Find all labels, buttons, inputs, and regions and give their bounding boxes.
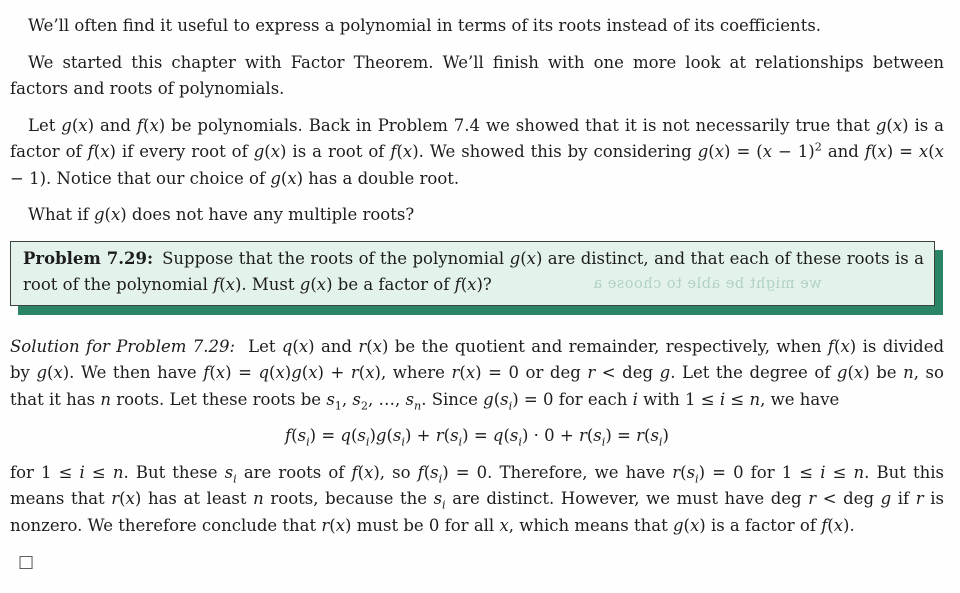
- problem-statement: [23, 246, 924, 299]
- intro-paragraph-3: Let g(x) and f(x) be polynomials. Back in Problem 7.4 we showed that it is not necessarily true that g(x) is a factor of f(x) if every root of g(x) is a root of f(x). We showed this by considering $g(x) = (x - 1)^2$ and f(x) = x(x − 1). Notice that our choice of g(x) has a double root.: [10, 115, 944, 188]
- solution-paragraph: [10, 334, 944, 414]
- problem-text: Suppose that the roots of the polynomial g(x) are distinct, and that each of these roots is a root of the polynomial f(x). Must g(x) be a factor of f(x)?: [23, 248, 925, 294]
- solution-label: Solution for Problem 7.29:: [10, 336, 236, 356]
- displayed-equation: $f(s_i) = q(s_i)g(s_i) + r(s_i) = q(s_i) \cdot 0 + r(s_i) = r(s_i)$: [285, 426, 669, 449]
- problem-box: [10, 241, 935, 306]
- problem-label: Problem 7.29:: [23, 248, 154, 268]
- intro-paragraph-1: We’ll often find it useful to express a polynomial in terms of its roots instead of its coefficients.: [28, 16, 822, 35]
- intro-paragraph-2: We started this chapter with Factor Theorem. We’ll finish with one more look at relationships between factors and roots of polynomials.: [10, 52, 944, 98]
- qed-square: □: [18, 552, 35, 572]
- intro-paragraph-4: What if g(x) does not have any multiple roots?: [28, 205, 415, 224]
- conclusion-paragraph: for 1 ≤ i ≤ n. But these $s_i$ are roots of f(x), so $f(s_i) = 0$. Therefore, we have $r(s_i) = 0$ for 1 ≤ i ≤ n. But this means that r(x) has at least n roots, because the $s_i$ are distinct. However, we must have deg r < deg g if r is nonzero. We therefore conclude that r(x) must be 0 for all x, which means that g(x) is a factor of f(x).: [10, 462, 945, 535]
- solution-text: Let q(x) and r(x) be the quotient and remainder, respectively, when f(x) is divided by g(x). We then have f(x) = q(x)g(x) + r(x), where r(x) = 0 or deg r < deg g. Let the degree of g(x) be n, so that it has n roots. Let these roots be $s_1$, $s_2$, …, $s_n$. Since $g(s_i) = 0$ for each i with 1 ≤ i ≤ n, we have: [10, 336, 945, 412]
- bleed-through-text: we might be able to choose a: [593, 276, 822, 292]
